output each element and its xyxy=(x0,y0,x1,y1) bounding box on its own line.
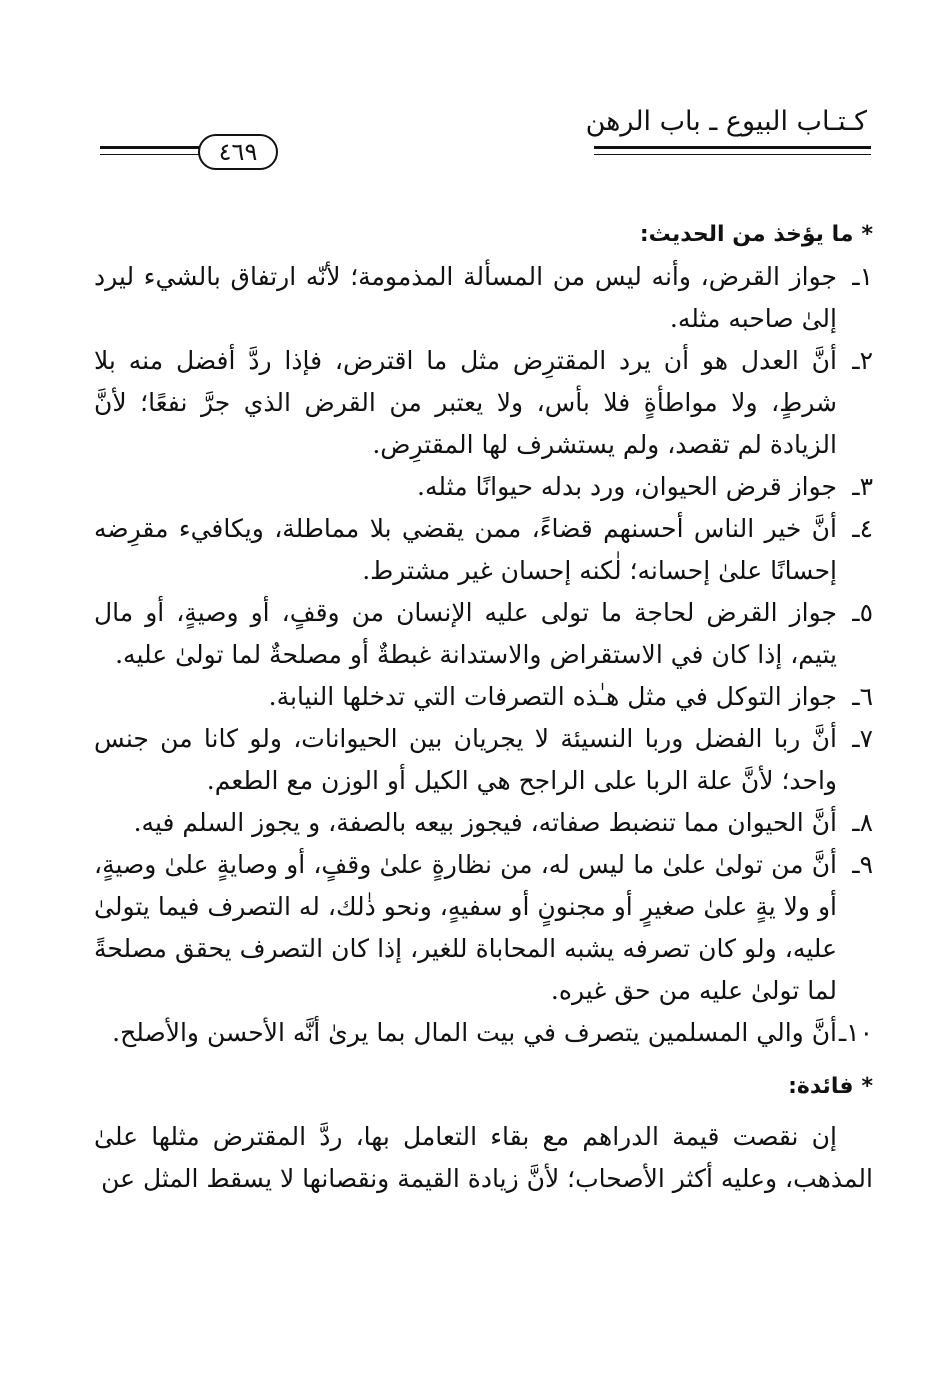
list-item-text: جواز قرض الحيوان، ورد بدله حيوانًا مثله. xyxy=(417,472,837,501)
header-rule-right-thin xyxy=(594,154,871,155)
page-body xyxy=(94,210,873,1200)
list-item-text: أنَّ الحيوان مما تنضبط صفاته، فيجوز بيعه بالصفة، و يجوز السلم فيه. xyxy=(133,808,837,837)
list-item-text: أنَّ والي المسلمين يتصرف في بيت المال بما يرىٰ أنَّه الأحسن والأصلح. xyxy=(112,1018,837,1047)
list-item xyxy=(94,466,873,508)
section-heading-benefit xyxy=(94,1066,873,1108)
list-item-number: ١٠ـ xyxy=(838,1018,873,1047)
star-icon: * xyxy=(861,1074,873,1099)
list-item-number: ٨ـ xyxy=(852,808,873,837)
list-item xyxy=(94,718,873,802)
list-item xyxy=(94,508,873,592)
list-item-number: ٩ـ xyxy=(852,850,873,879)
star-icon: * xyxy=(861,222,873,247)
list-item-number: ٥ـ xyxy=(852,598,873,627)
running-header-title: كـتـاب البيوع ـ باب الرهن xyxy=(585,106,867,137)
list-item-number: ٦ـ xyxy=(852,682,873,711)
list-item xyxy=(94,592,873,676)
list-item xyxy=(94,676,873,718)
list-item-number: ٣ـ xyxy=(852,472,873,501)
list-item xyxy=(94,802,873,844)
header-rule-right xyxy=(594,146,871,149)
list-item-text: أنَّ من تولىٰ علىٰ ما ليس له، من نظارةٍ علىٰ وقفٍ، أو وصايةٍ علىٰ وصيةٍ، أو ولا يةٍ علىٰ صغيرٍ أو مجنونٍ أو سفيهٍ، ونحو ذٰلك، له التصرف فيما يتولىٰ عليه، ولو كان تصرفه يشبه المحاباة للغير، إذا كان التصرف يحقق مصلحةً لما تولىٰ عليه من حق غيره. xyxy=(94,850,837,1005)
list-item-text: أنَّ ربا الفضل وربا النسيئة لا يجريان بين الحيوانات، ولو كانا من جنس واحد؛ لأنَّ علة الربا على الراجح هي الكيل أو الوزن مع الطعم. xyxy=(94,724,837,795)
section-heading-text: ما يؤخذ من الحديث: xyxy=(639,222,854,247)
list-item xyxy=(94,256,873,340)
list-item-number: ٧ـ xyxy=(852,724,873,753)
benefit-paragraph: إن نقصت قيمة الدراهم مع بقاء التعامل بها، ردَّ المقترض مثلها علىٰ المذهب، وعليه أكثر الأصحاب؛ لأنَّ زيادة القيمة ونقصانها لا يسقط المثل عن xyxy=(94,1122,873,1193)
list-item-text: جواز التوكل في مثل هـٰذه التصرفات التي تدخلها النيابة. xyxy=(268,682,837,711)
list-item-number: ٤ـ xyxy=(852,514,873,543)
list-item xyxy=(94,844,873,1012)
list-item-text: جواز القرض، وأنه ليس من المسألة المذمومة؛ لأنّه ارتفاق بالشيء ليرد إلىٰ صاحبه مثله. xyxy=(94,262,837,333)
section-heading-hadith-lessons xyxy=(94,214,873,256)
list-item xyxy=(94,1012,873,1054)
list-item-text: أنَّ العدل هو أن يرد المقترِض مثل ما اقترض، فإذا ردَّ أفضل منه بلا شرطٍ، ولا مواطأةٍ فلا بأس، ولا يعتبر من القرض الذي جرَّ نفعًا؛ لأنَّ الزيادة لم تقصد، ولم يستشرف لها المقترِض. xyxy=(94,346,837,459)
list-item-number: ١ـ xyxy=(852,262,873,291)
list-item-number: ٢ـ xyxy=(852,346,873,375)
section-heading-text: فائدة: xyxy=(788,1074,854,1099)
list-item-text: جواز القرض لحاجة ما تولى عليه الإنسان من وقفٍ، أو وصيةٍ، أو مال يتيم، إذا كان في الاستقراض والاستدانة غبطةٌ أو مصلحةٌ لما تولىٰ عليه. xyxy=(94,598,837,669)
list-item xyxy=(94,340,873,466)
page-number-badge: ٤٦٩ xyxy=(198,134,278,170)
list-item-text: أنَّ خير الناس أحسنهم قضاءً، ممن يقضي بلا مماطلة، ويكافيء مقرِضه إحسانًا علىٰ إحسانه؛ لٰكنه إحسان غير مشترط. xyxy=(94,514,837,585)
